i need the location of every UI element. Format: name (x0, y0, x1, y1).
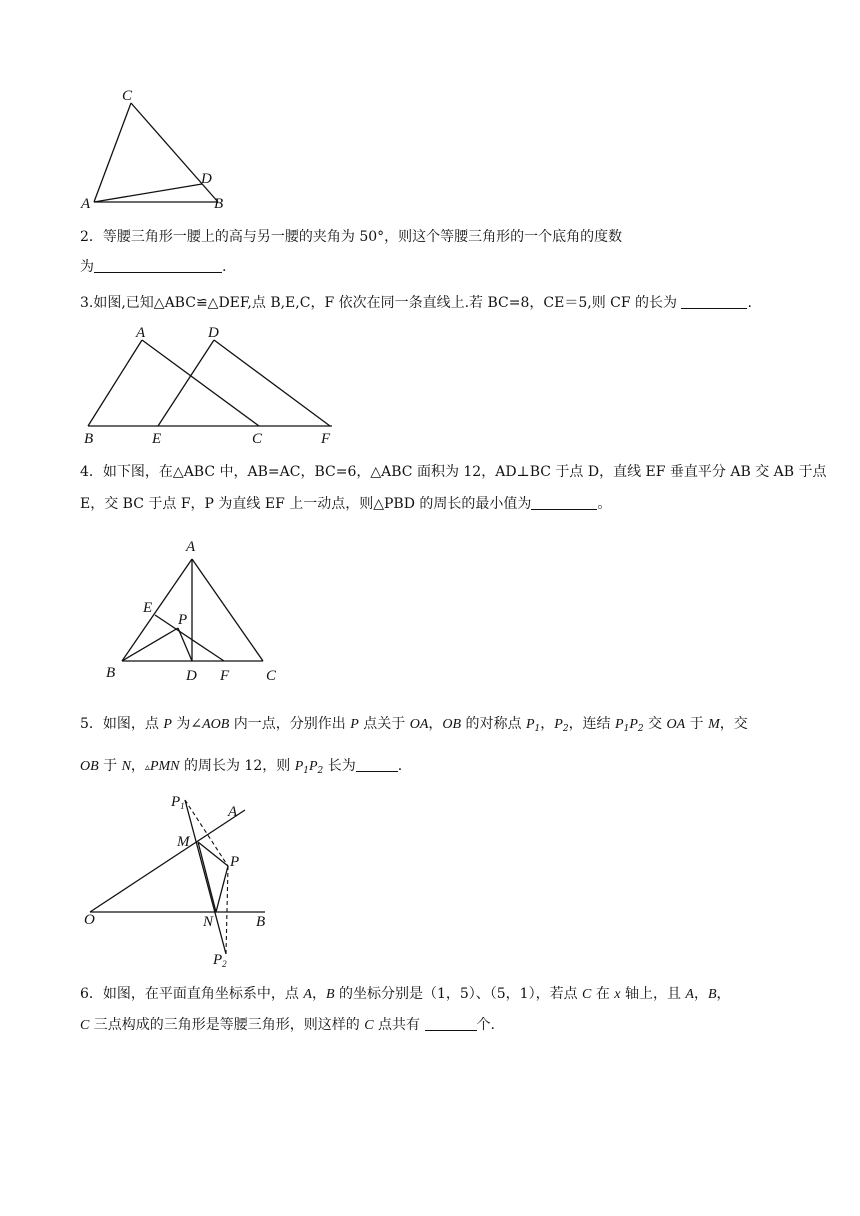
subscript: 2 (562, 724, 569, 734)
dashed-p1p (185, 800, 228, 866)
text: 点关于 (358, 716, 410, 732)
label-e: E (143, 600, 153, 616)
question-5-line-1 (80, 713, 780, 740)
text: 如图，点 (102, 716, 164, 732)
label-p: P (178, 612, 188, 628)
text: 轴上，且 (620, 986, 686, 1002)
text: 点共有 (373, 1017, 425, 1033)
question-text: 如下图，在△ABC 中，AB=AC，BC=6，△ABC 面积为 12，AD⊥BC 于点 D，直线 EF 垂直平分 AB 交 AB 于点 (102, 464, 827, 480)
label-p2: $P_2$ (213, 952, 227, 969)
question-text: 等腰三角形一腰上的高与另一腰的夹角为 50°，则这个等腰三角形的一个底角的度数 (102, 229, 623, 245)
answer-blank[interactable] (356, 756, 398, 772)
label-f: F (321, 431, 331, 447)
subscript: 1 (303, 766, 309, 776)
label-m: M (177, 834, 190, 850)
label-d: D (201, 171, 212, 187)
figure-angle-aob-reflection (80, 790, 280, 975)
math-var: P (525, 717, 535, 732)
figure-congruent-triangles (80, 322, 340, 450)
math-var: OA (666, 717, 686, 732)
label-a: A (186, 539, 196, 555)
question-number: 6． (80, 986, 103, 1002)
text: ， (311, 986, 326, 1002)
text: ， (716, 986, 731, 1002)
math-var: A (303, 987, 312, 1002)
punctuation: . (747, 295, 752, 311)
text: ，连结 (568, 716, 616, 732)
question-text: 为 (80, 259, 94, 275)
question-5-line-2 (80, 755, 780, 782)
question-number: 3. (80, 295, 94, 311)
question-6-line-2 (80, 1014, 780, 1037)
text: 于 (98, 758, 122, 774)
punctuation: . (490, 1017, 495, 1033)
label-b: B (214, 196, 224, 212)
question-number: 4． (80, 464, 103, 480)
math-var: OA (409, 717, 429, 732)
subscript: 2 (317, 766, 324, 776)
label-f: F (220, 668, 230, 684)
label-n: N (203, 914, 214, 930)
label-c: C (122, 88, 133, 104)
math-var: C (582, 987, 592, 1002)
segment-p1p2 (185, 800, 226, 954)
question-text: E，交 BC 于点 F，P 为直线 EF 上一动点，则△PBD 的周长的最小值为 (80, 496, 532, 512)
label-b: B (256, 914, 266, 930)
question-6-line-1 (80, 983, 780, 1006)
dashed-pp2 (226, 866, 228, 954)
label-b: B (84, 431, 94, 447)
text: ，交 (719, 716, 748, 732)
segment-mp (198, 842, 228, 866)
text: 三点构成的三角形是等腰三角形，则这样的 (89, 1017, 365, 1033)
text: 长为 (323, 758, 356, 774)
math-var: B (707, 987, 717, 1002)
segment-ed (158, 340, 214, 426)
question-number: 2． (80, 229, 103, 245)
label-o: O (84, 912, 95, 928)
segment-mn (198, 842, 216, 912)
math-var: AOB (202, 717, 230, 732)
segment-pn (216, 866, 228, 912)
segment-ab (122, 559, 192, 661)
subscript: 2 (637, 724, 644, 734)
text: 在 (591, 986, 615, 1002)
text: 如图，在平面直角坐标系中，点 (102, 986, 304, 1002)
math-var: P (308, 759, 318, 774)
segment-ad (94, 184, 202, 202)
punctuation: 。 (597, 496, 612, 512)
math-var: x (614, 987, 621, 1002)
text: ， (540, 716, 555, 732)
label-p: P (230, 854, 240, 870)
math-var: PMN (149, 759, 180, 774)
triangle-symbol: ▵ (144, 762, 150, 773)
label-a: A (136, 325, 146, 341)
math-var: P (163, 717, 172, 732)
subscript: 1 (623, 724, 630, 734)
label-b: B (106, 665, 116, 681)
math-var: A (685, 987, 694, 1002)
question-2-line-2 (80, 256, 780, 278)
math-var: OB (442, 717, 462, 732)
segment-ba (88, 340, 142, 426)
text: 于 (685, 716, 709, 732)
math-var: M (708, 717, 720, 732)
label-e: E (152, 431, 162, 447)
question-4-line-1 (80, 461, 827, 483)
math-var: C (80, 1018, 90, 1033)
answer-blank[interactable] (681, 293, 747, 309)
text: 交 (643, 716, 667, 732)
figure-isosceles-triangle-abc (100, 535, 290, 685)
text: 的对称点 (461, 716, 526, 732)
text: ， (693, 986, 708, 1002)
label-c: C (266, 668, 277, 684)
label-d: D (208, 325, 219, 341)
segment-bp (122, 628, 178, 661)
label-a: A (228, 804, 238, 820)
math-var: N (121, 759, 131, 774)
math-var: P (554, 717, 563, 732)
question-2-line-1 (80, 226, 780, 248)
answer-blank[interactable] (94, 257, 222, 273)
subscript: 1 (534, 724, 541, 734)
question-text: 如图,已知△ABC≌△DEF,点 B,E,C，F 依次在同一条直线上.若 BC=8，CE＝5,则 CF 的长为 (93, 295, 682, 311)
text: 的周长为 12，则 (179, 758, 295, 774)
answer-blank[interactable] (531, 494, 597, 510)
math-var: P (294, 759, 304, 774)
text: 个 (476, 1017, 491, 1033)
label-c: C (252, 431, 263, 447)
math-var: OB (80, 759, 99, 774)
segment-cb (131, 103, 218, 202)
text: 的坐标分别是（1，5）、（5，1），若点 (334, 986, 583, 1002)
question-3 (80, 292, 780, 314)
segment-pd (178, 628, 192, 661)
text: 为∠ (171, 716, 203, 732)
text: 内一点，分别作出 (229, 716, 351, 732)
figure-triangle-abc-d (80, 85, 230, 210)
math-var: P (615, 717, 624, 732)
question-number: 5． (80, 716, 103, 732)
label-p1: $P_1$ (171, 794, 185, 811)
math-var: P (350, 717, 359, 732)
punctuation: . (397, 758, 403, 774)
label-a: A (81, 196, 91, 212)
segment-ac (192, 559, 263, 661)
answer-blank[interactable] (425, 1015, 477, 1031)
segment-ac (94, 103, 131, 202)
text: ， (428, 716, 443, 732)
segment-ac (142, 340, 259, 426)
segment-df (214, 340, 330, 426)
text: ， (130, 758, 145, 774)
math-var: B (325, 987, 335, 1002)
question-4-line-2 (80, 493, 780, 515)
math-var: C (364, 1018, 374, 1033)
punctuation: . (222, 259, 227, 275)
label-d: D (186, 668, 197, 684)
math-var: P (629, 717, 638, 732)
